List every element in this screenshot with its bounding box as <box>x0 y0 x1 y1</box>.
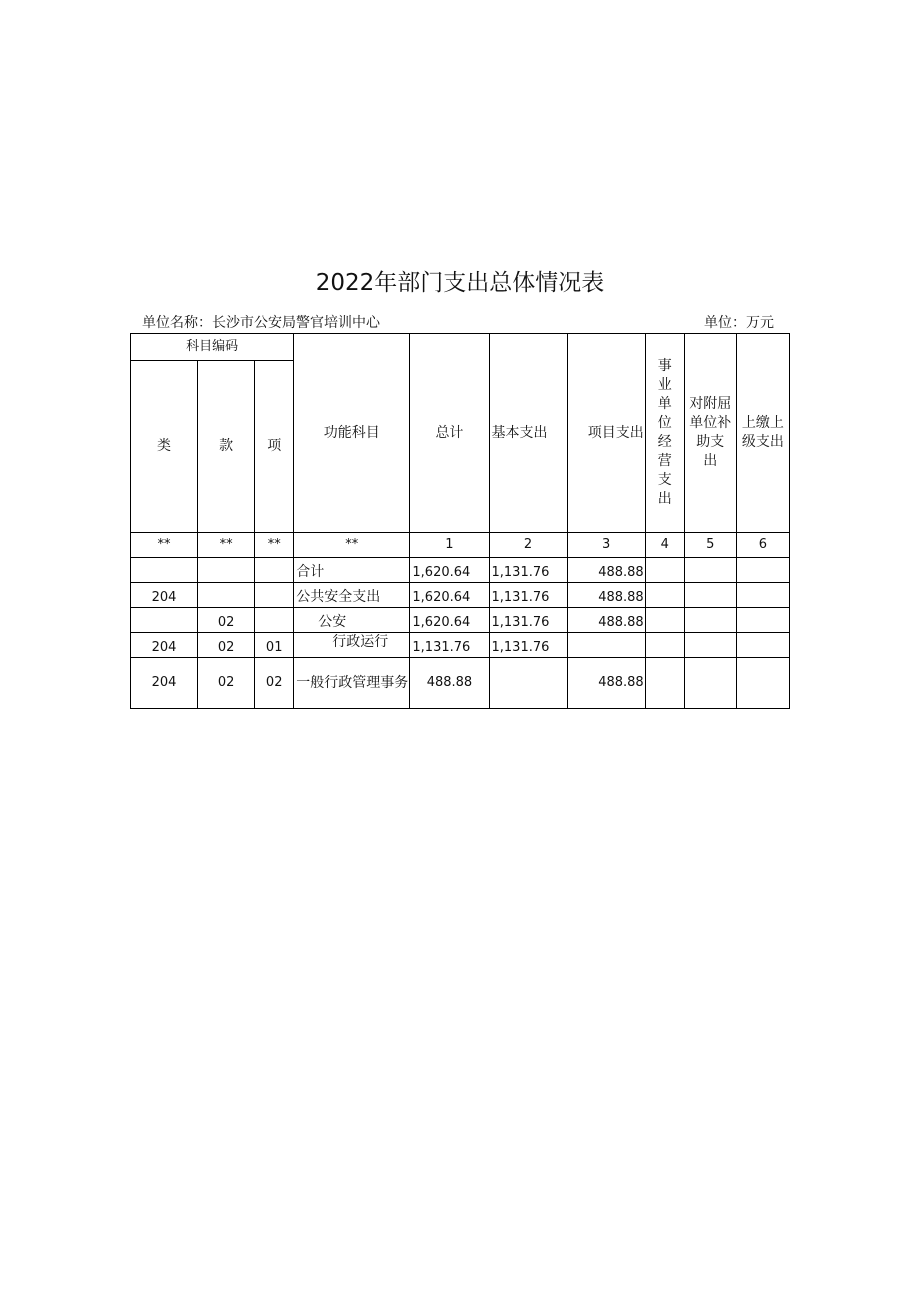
header-lei: 类 <box>131 361 198 533</box>
cell-total: 1,620.64 <box>410 558 489 583</box>
cell-c5 <box>684 583 736 608</box>
cell-basic: 1,131.76 <box>489 583 567 608</box>
header-basic: 基本支出 <box>489 334 567 533</box>
cell-c4 <box>645 658 684 709</box>
cell-c6 <box>736 583 789 608</box>
header-code-group: 科目编码 <box>131 334 294 361</box>
cell-basic: 1,131.76 <box>489 608 567 633</box>
cell-lei: 204 <box>131 658 198 709</box>
cell-project: 488.88 <box>567 583 645 608</box>
cell-xiang <box>255 583 294 608</box>
index-cell: ** <box>255 533 294 558</box>
index-cell: 6 <box>736 533 789 558</box>
unit-label: 单位：万元 <box>704 315 774 331</box>
cell-project: 488.88 <box>567 658 645 709</box>
cell-func: 行政运行 <box>294 633 410 658</box>
index-cell: 2 <box>489 533 567 558</box>
table-row <box>131 558 790 583</box>
cell-basic <box>489 658 567 709</box>
cell-c4 <box>645 608 684 633</box>
cell-project: 488.88 <box>567 608 645 633</box>
table-row <box>131 633 790 658</box>
cell-c4 <box>645 558 684 583</box>
cell-lei: 204 <box>131 633 198 658</box>
cell-func: 公共安全支出 <box>294 583 410 608</box>
cell-project: 488.88 <box>567 558 645 583</box>
cell-xiang <box>255 608 294 633</box>
cell-kuan <box>198 558 255 583</box>
index-cell: ** <box>294 533 410 558</box>
cell-func: 一般行政管理事务 <box>294 658 410 709</box>
cell-kuan: 02 <box>198 608 255 633</box>
header-kuan: 款 <box>198 361 255 533</box>
cell-c6 <box>736 633 789 658</box>
expenditure-table <box>130 333 790 709</box>
cell-c6 <box>736 608 789 633</box>
index-cell: 4 <box>645 533 684 558</box>
index-cell: 5 <box>684 533 736 558</box>
cell-c5 <box>684 608 736 633</box>
cell-c4 <box>645 633 684 658</box>
header-biz: 事 业 单 位 经 营 支 出 <box>645 334 684 533</box>
cell-c6 <box>736 658 789 709</box>
cell-basic: 1,131.76 <box>489 633 567 658</box>
index-row <box>131 533 790 558</box>
page-title: 2022年部门支出总体情况表 <box>315 270 605 296</box>
header-upper: 上缴上 级支出 <box>736 334 789 533</box>
cell-c6 <box>736 558 789 583</box>
cell-c5 <box>684 558 736 583</box>
cell-c4 <box>645 583 684 608</box>
cell-total: 1,620.64 <box>410 608 489 633</box>
cell-basic: 1,131.76 <box>489 558 567 583</box>
table-row <box>131 658 790 709</box>
cell-lei <box>131 558 198 583</box>
header-subsidy: 对附屈 单位补 助支 出 <box>684 334 736 533</box>
index-cell: ** <box>198 533 255 558</box>
table-row <box>131 583 790 608</box>
cell-func: 合计 <box>294 558 410 583</box>
header-func: 功能科目 <box>294 334 410 533</box>
header-xiang: 项 <box>255 361 294 533</box>
cell-project <box>567 633 645 658</box>
cell-xiang <box>255 558 294 583</box>
cell-lei: 204 <box>131 583 198 608</box>
index-cell: ** <box>131 533 198 558</box>
index-cell: 1 <box>410 533 489 558</box>
cell-xiang: 02 <box>255 658 294 709</box>
unit-name: 单位名称：长沙市公安局警官培训中心 <box>142 315 380 331</box>
cell-lei <box>131 608 198 633</box>
cell-total: 488.88 <box>410 658 489 709</box>
table-row <box>131 608 790 633</box>
cell-kuan: 02 <box>198 658 255 709</box>
cell-total: 1,131.76 <box>410 633 489 658</box>
header-total: 总计 <box>410 334 489 533</box>
index-cell: 3 <box>567 533 645 558</box>
cell-xiang: 01 <box>255 633 294 658</box>
cell-kuan: 02 <box>198 633 255 658</box>
cell-c5 <box>684 658 736 709</box>
header-project: 项目支出 <box>567 334 645 533</box>
cell-kuan <box>198 583 255 608</box>
cell-total: 1,620.64 <box>410 583 489 608</box>
cell-func: 公安 <box>294 608 410 633</box>
cell-c5 <box>684 633 736 658</box>
